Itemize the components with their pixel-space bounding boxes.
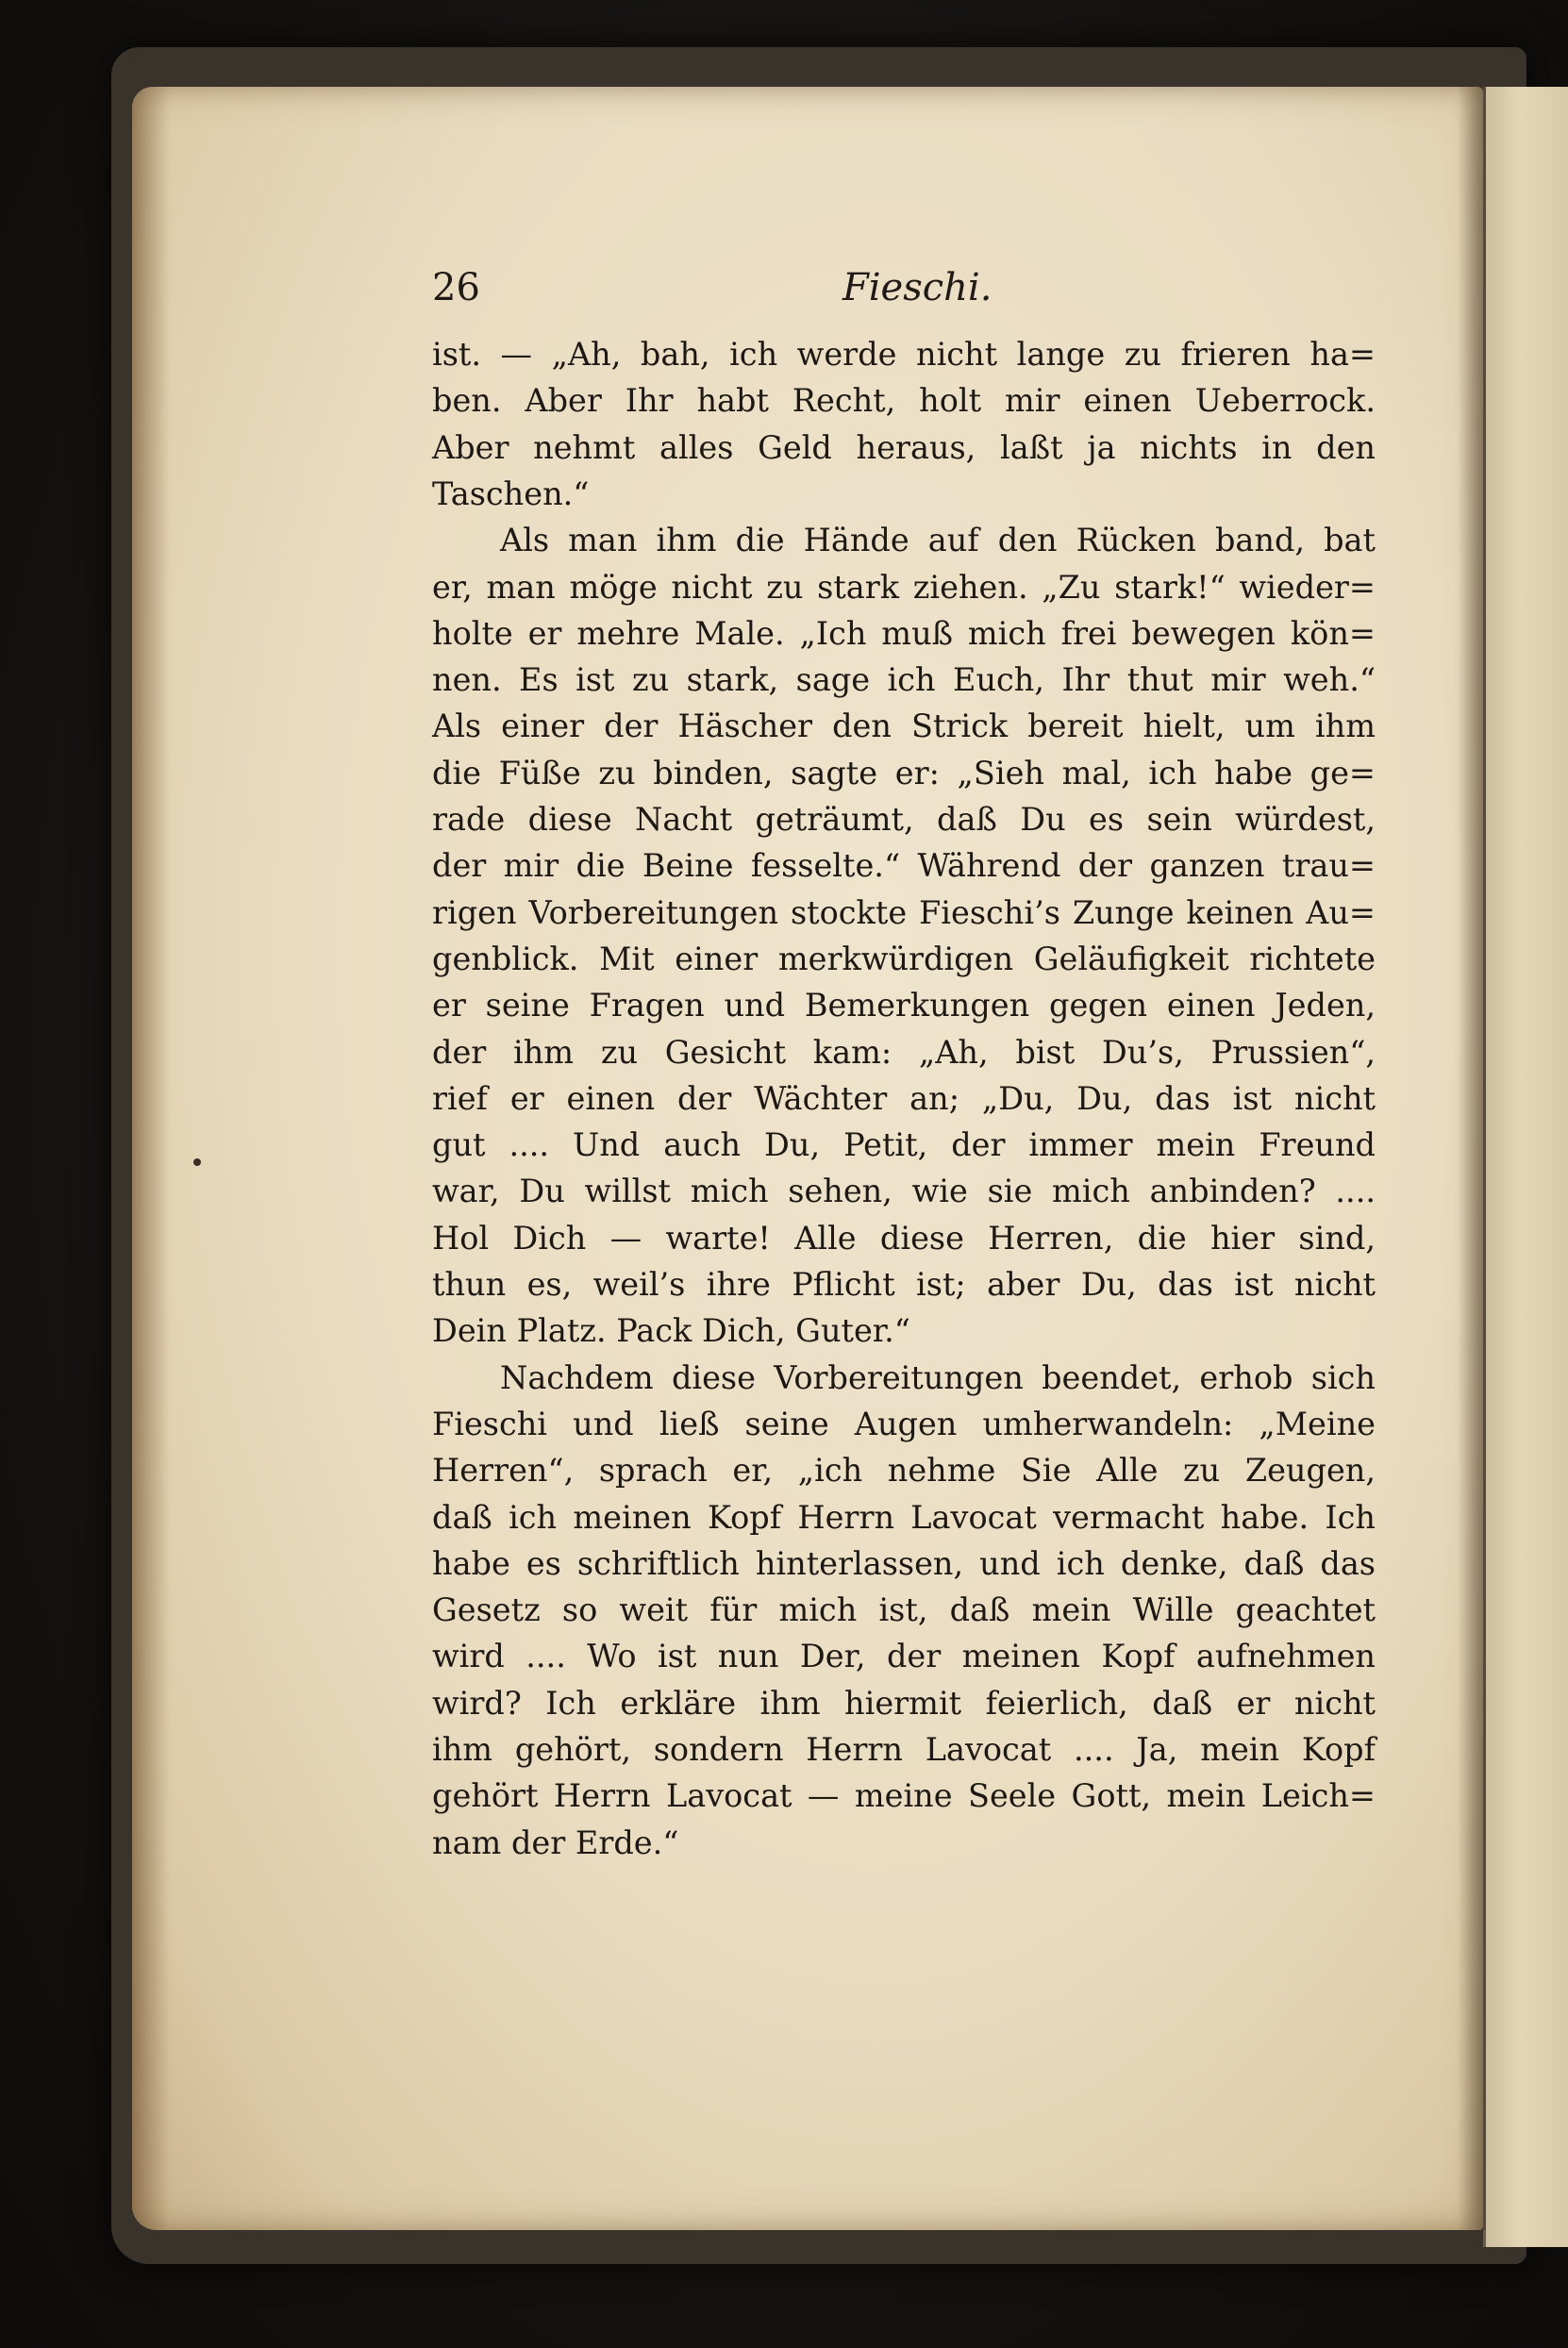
text-line: wird .... Wo ist nun Der, der meinen Kopf aufnehmen <box>432 1638 1376 1675</box>
text-line: der mir die Beine fesselte.“ Während der ganzen trau= <box>432 847 1376 885</box>
text-line: Taschen.“ <box>432 475 590 512</box>
running-title: Fieschi. <box>842 266 993 309</box>
text-line: rief er einen der Wächter an; „Du, Du, das ist nicht <box>432 1079 1376 1117</box>
text-line: ihm gehört, sondern Herrn Lavocat .... Ja, mein Kopf <box>432 1731 1376 1768</box>
text-line: rigen Vorbereitungen stockte Fieschi’s Zunge keinen Au= <box>432 893 1376 931</box>
text-line: er seine Fragen und Bemerkungen gegen einen Jeden, <box>432 987 1376 1024</box>
text-line: ist. — „Ah, bah, ich werde nicht lange zu frieren ha= <box>432 336 1376 373</box>
text-line: habe es schriftlich hinterlassen, und ich denke, daß das <box>432 1544 1376 1582</box>
spine-shadow <box>1458 87 1486 2230</box>
text-line: ben. Aber Ihr habt Recht, holt mir einen Ueberrock. <box>432 382 1376 420</box>
text-line: war, Du willst mich sehen, wie sie mich anbinden? .... <box>432 1173 1376 1210</box>
text-line: Gesetz so weit für mich ist, daß mein Wille geachtet <box>432 1591 1376 1629</box>
text-line: Herren“, sprach er, „ich nehme Sie Alle zu Zeugen, <box>432 1452 1376 1490</box>
page-number: 26 <box>432 266 480 309</box>
text-line: thun es, weil’s ihre Pflicht ist; aber Du, das ist nicht <box>432 1266 1376 1303</box>
text-line: der ihm zu Gesicht kam: „Ah, bist Du’s, Prussien“, <box>432 1033 1376 1071</box>
text-line: nen. Es ist zu stark, sage ich Euch, Ihr thut mir weh.“ <box>432 661 1376 699</box>
page-worn-edge <box>132 87 170 2230</box>
text-line: genblick. Mit einer merkwürdigen Geläufigkeit richtete <box>432 940 1376 977</box>
paper-speck <box>193 1158 201 1166</box>
text-line: nam der Erde.“ <box>432 1823 679 1861</box>
text-line: rade diese Nacht geträumt, daß Du es sein würdest, <box>432 801 1376 838</box>
text-line: Als einer der Häscher den Strick bereit hielt, um ihm <box>432 708 1376 745</box>
text-line: Fieschi und ließ seine Augen umherwandeln: „Meine <box>432 1405 1376 1442</box>
text-line: Hol Dich — warte! Alle diese Herren, die hier sind, <box>432 1219 1376 1257</box>
text-line: Dein Platz. Pack Dich, Guter.“ <box>432 1312 910 1350</box>
text-line: gehört Herrn Lavocat — meine Seele Gott, mein Leich= <box>432 1777 1376 1815</box>
text-line: holte er mehre Male. „Ich muß mich frei bewegen kön= <box>432 614 1376 652</box>
facing-page-edge <box>1483 87 1568 2247</box>
text-line: die Füße zu binden, sagte er: „Sieh mal, ich habe ge= <box>432 754 1376 791</box>
running-head <box>432 257 993 319</box>
text-line: daß ich meinen Kopf Herrn Lavocat vermacht habe. Ich <box>432 1498 1376 1536</box>
text-line: gut .... Und auch Du, Petit, der immer mein Freund <box>432 1126 1376 1164</box>
text-line: Als man ihm die Hände auf den Rücken band, bat <box>500 522 1376 559</box>
text-line: wird? Ich erkläre ihm hiermit feierlich, daß er nicht <box>432 1684 1376 1722</box>
text-line: er, man möge nicht zu stark ziehen. „Zu stark!“ wieder= <box>432 568 1376 606</box>
text-line: Nachdem diese Vorbereitungen beendet, erhob sich <box>500 1358 1376 1396</box>
text-line: Aber nehmt alles Geld heraus, laßt ja nichts in den <box>432 428 1376 466</box>
